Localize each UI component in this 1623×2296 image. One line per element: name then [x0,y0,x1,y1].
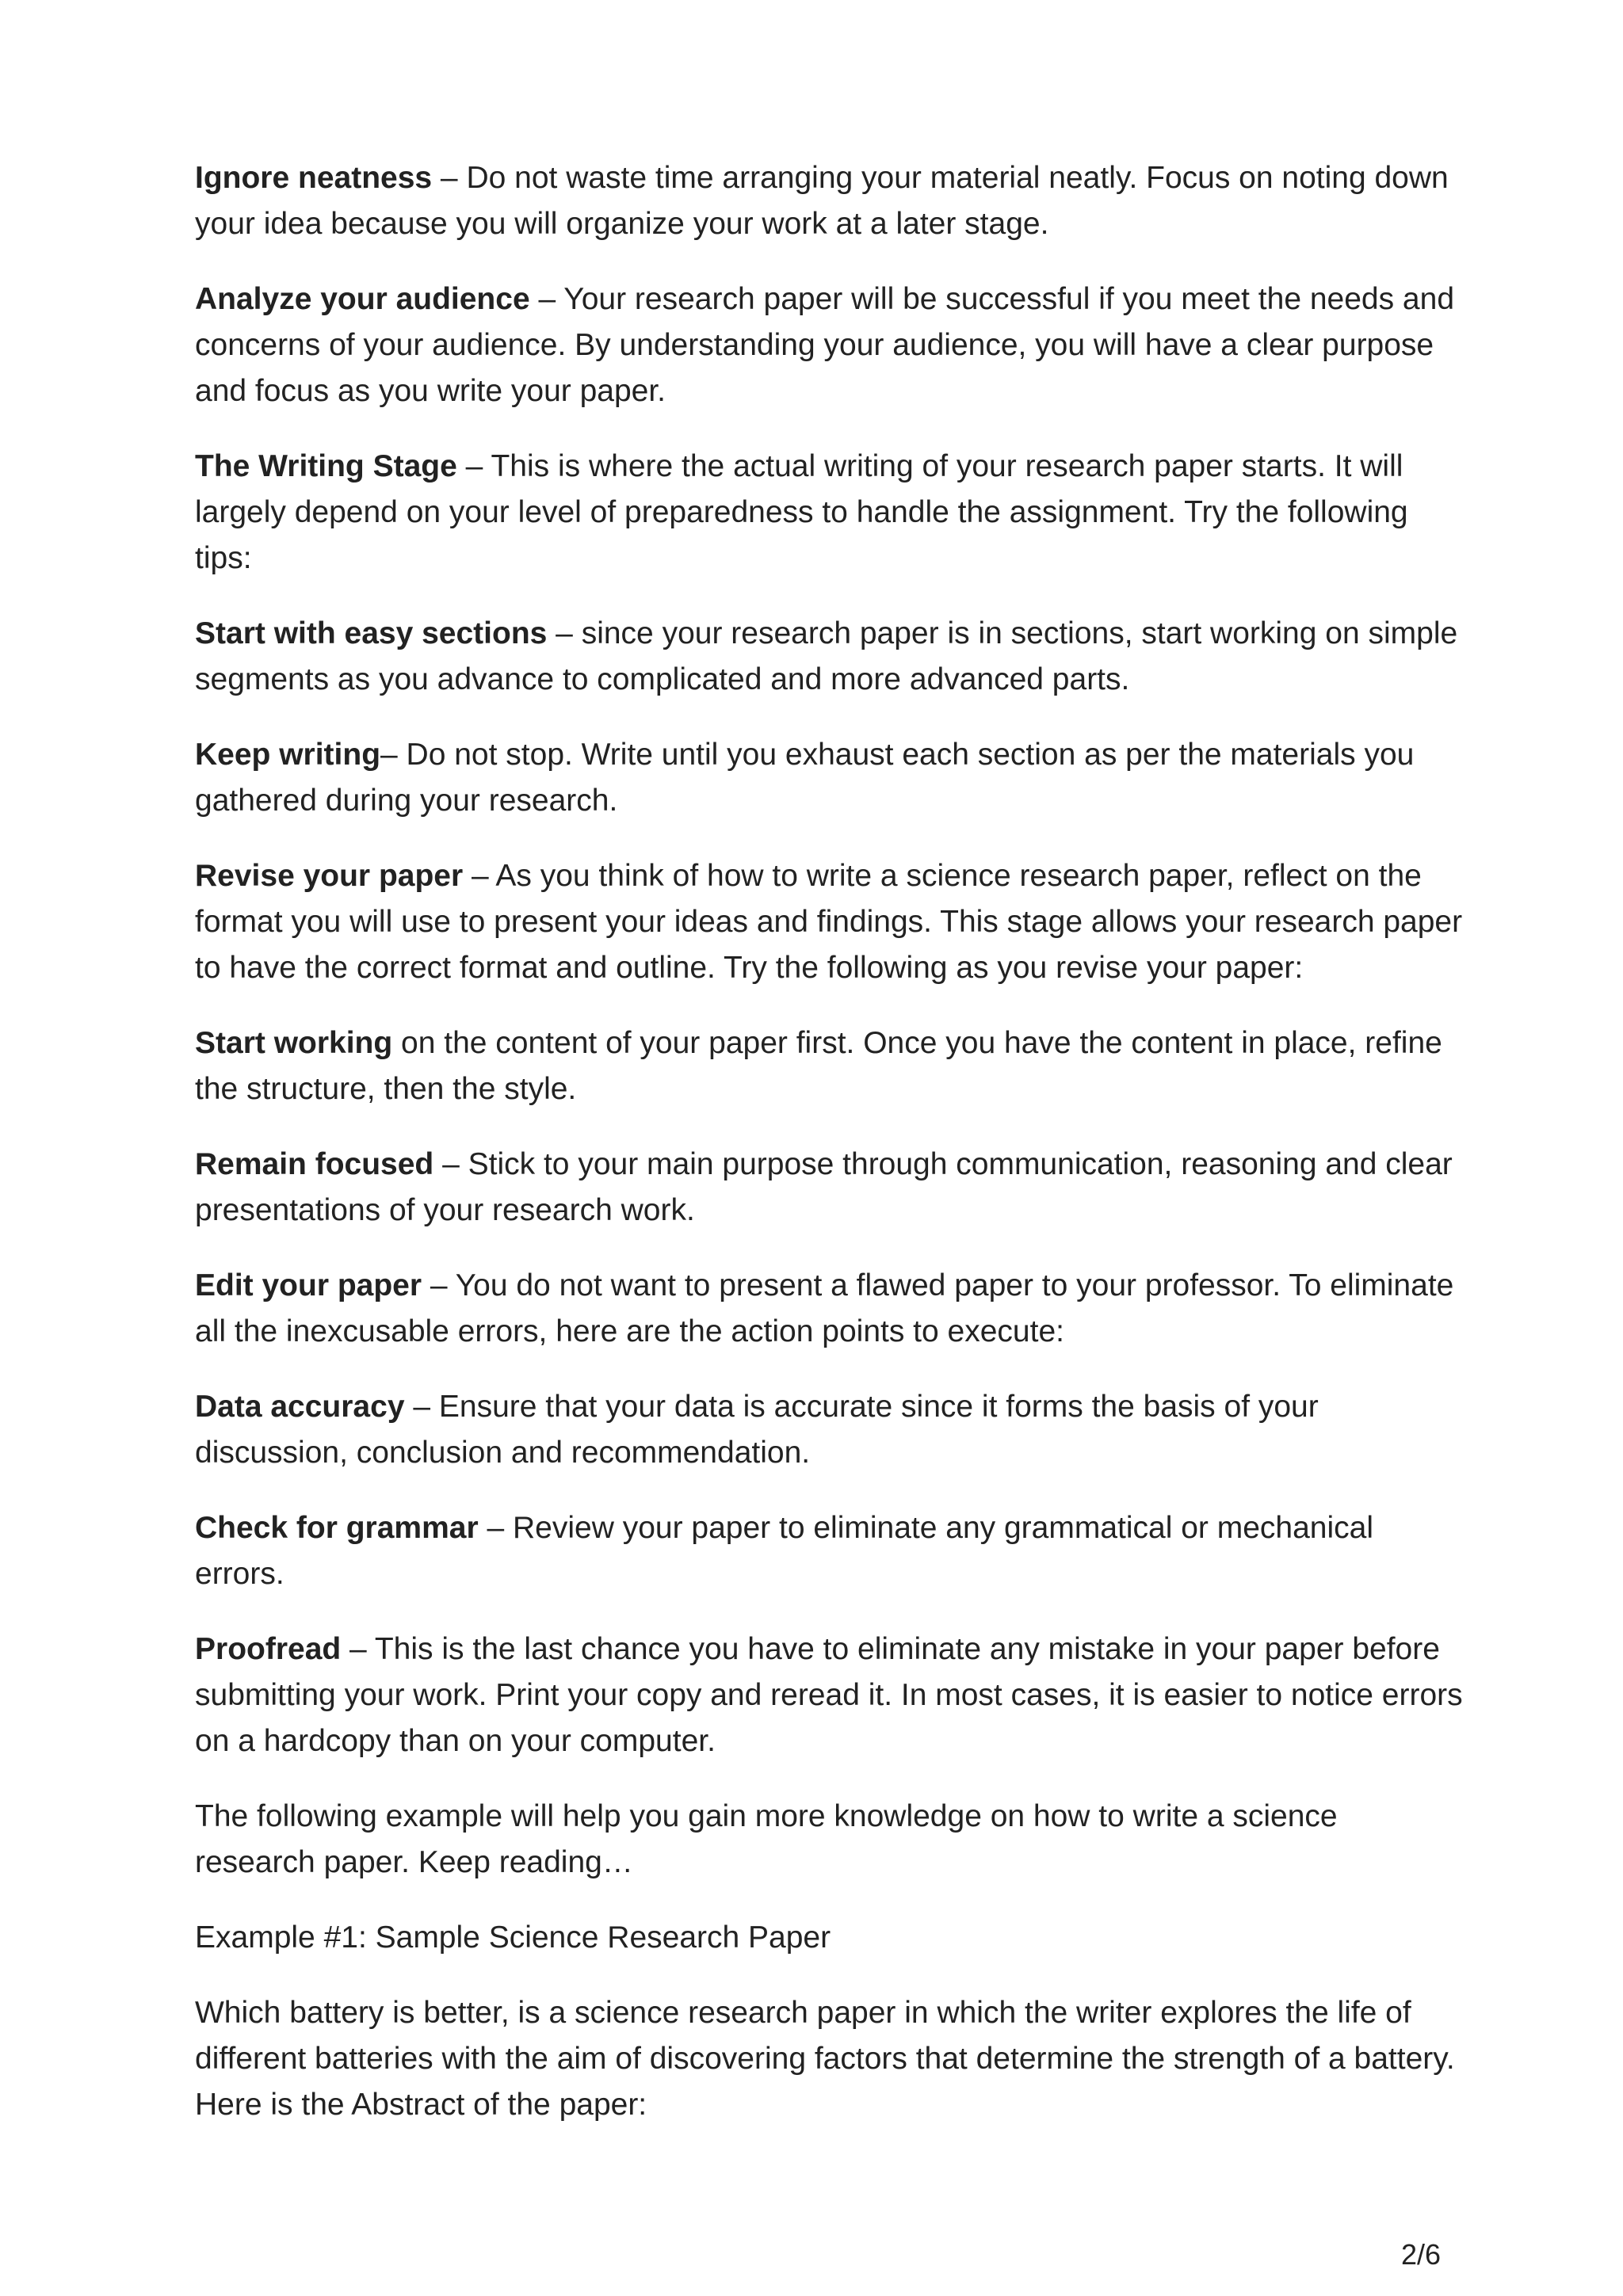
paragraph-ignore-neatness [195,155,1463,247]
paragraph-lead: Edit your paper [195,1268,422,1302]
paragraph-text: – Do not waste time arranging your material neatly. Focus on noting down your idea because you will organize your work at a later stage. [195,161,1449,241]
paragraph-text: – Stick to your main purpose through communication, reasoning and clear presentations of your research work. [195,1147,1453,1227]
paragraph-text: Example #1: Sample Science Research Paper [195,1920,831,1955]
paragraph-lead: Ignore neatness [195,161,433,195]
paragraph-data-accuracy [195,1384,1463,1476]
paragraph-lead: The Writing Stage [195,449,457,483]
paragraph-text: Which battery is better, is a science research paper in which the writer explores the life of different batteries with the aim of discovering factors that determine the strength of a battery. Here is the Abstract of the paper: [195,1996,1455,2122]
paragraph-writing-stage [195,444,1463,582]
paragraph-revise-paper [195,853,1463,991]
paragraph-text: – Ensure that your data is accurate since it forms the basis of your discussion, conclusion and recommendation. [195,1390,1319,1470]
paragraph-start-working [195,1020,1463,1112]
paragraph-edit-paper [195,1263,1463,1355]
paragraph-check-grammar [195,1505,1463,1597]
paragraph-start-easy-sections [195,611,1463,703]
paragraph-remain-focused [195,1142,1463,1234]
paragraph-lead: Data accuracy [195,1390,405,1424]
paragraph-text: on the content of your paper first. Once you have the content in place, refine the structure, then the style. [195,1026,1442,1106]
paragraph-proofread [195,1627,1463,1764]
paragraph-analyze-audience [195,277,1463,414]
paragraph-text: – Review your paper to eliminate any grammatical or mechanical errors. [195,1511,1373,1591]
paragraph-lead: Proofread [195,1632,342,1666]
paragraph-battery-abstract-intro [195,1990,1463,2128]
paragraph-lead: Revise your paper [195,859,464,893]
paragraph-lead: Start working [195,1026,393,1060]
paragraph-text: – Your research paper will be successful if you meet the needs and concerns of your audience. By understanding your audience, you will have a clear purpose and focus as you write your paper. [195,282,1455,408]
paragraph-example-heading [195,1915,1463,1961]
paragraph-lead: Remain focused [195,1147,434,1181]
paragraph-text: – This is where the actual writing of your research paper starts. It will largely depend on your level of preparedness to handle the assignment. Try the following tips: [195,449,1408,575]
paragraph-text: The following example will help you gain more knowledge on how to write a science research paper. Keep reading… [195,1799,1338,1879]
paragraph-lead: Keep writing [195,738,381,772]
paragraph-lead: Check for grammar [195,1511,479,1545]
paragraph-text: – You do not want to present a flawed paper to your professor. To eliminate all the inexcusable errors, here are the action points to execute: [195,1268,1454,1348]
paragraph-keep-writing [195,732,1463,824]
document-page [195,155,1463,2157]
paragraph-text: – Do not stop. Write until you exhaust each section as per the materials you gathered during your research. [195,738,1415,818]
paragraph-following-example [195,1794,1463,1886]
paragraph-text: – This is the last chance you have to eliminate any mistake in your paper before submitting your work. Print your copy and reread it. In most cases, it is easier to notice errors on a hardcopy than on your computer. [195,1632,1463,1758]
paragraph-text: – As you think of how to write a science research paper, reflect on the format you will use to present your ideas and findings. This stage allows your research paper to have the correct format and outline. Try the following as you revise your paper: [195,859,1463,985]
paragraph-lead: Start with easy sections [195,616,548,650]
page-number: 2/6 [1400,2238,1441,2271]
paragraph-lead: Analyze your audience [195,282,530,316]
paragraph-text: – since your research paper is in sections, start working on simple segments as you advance to complicated and more advanced parts. [195,616,1458,696]
